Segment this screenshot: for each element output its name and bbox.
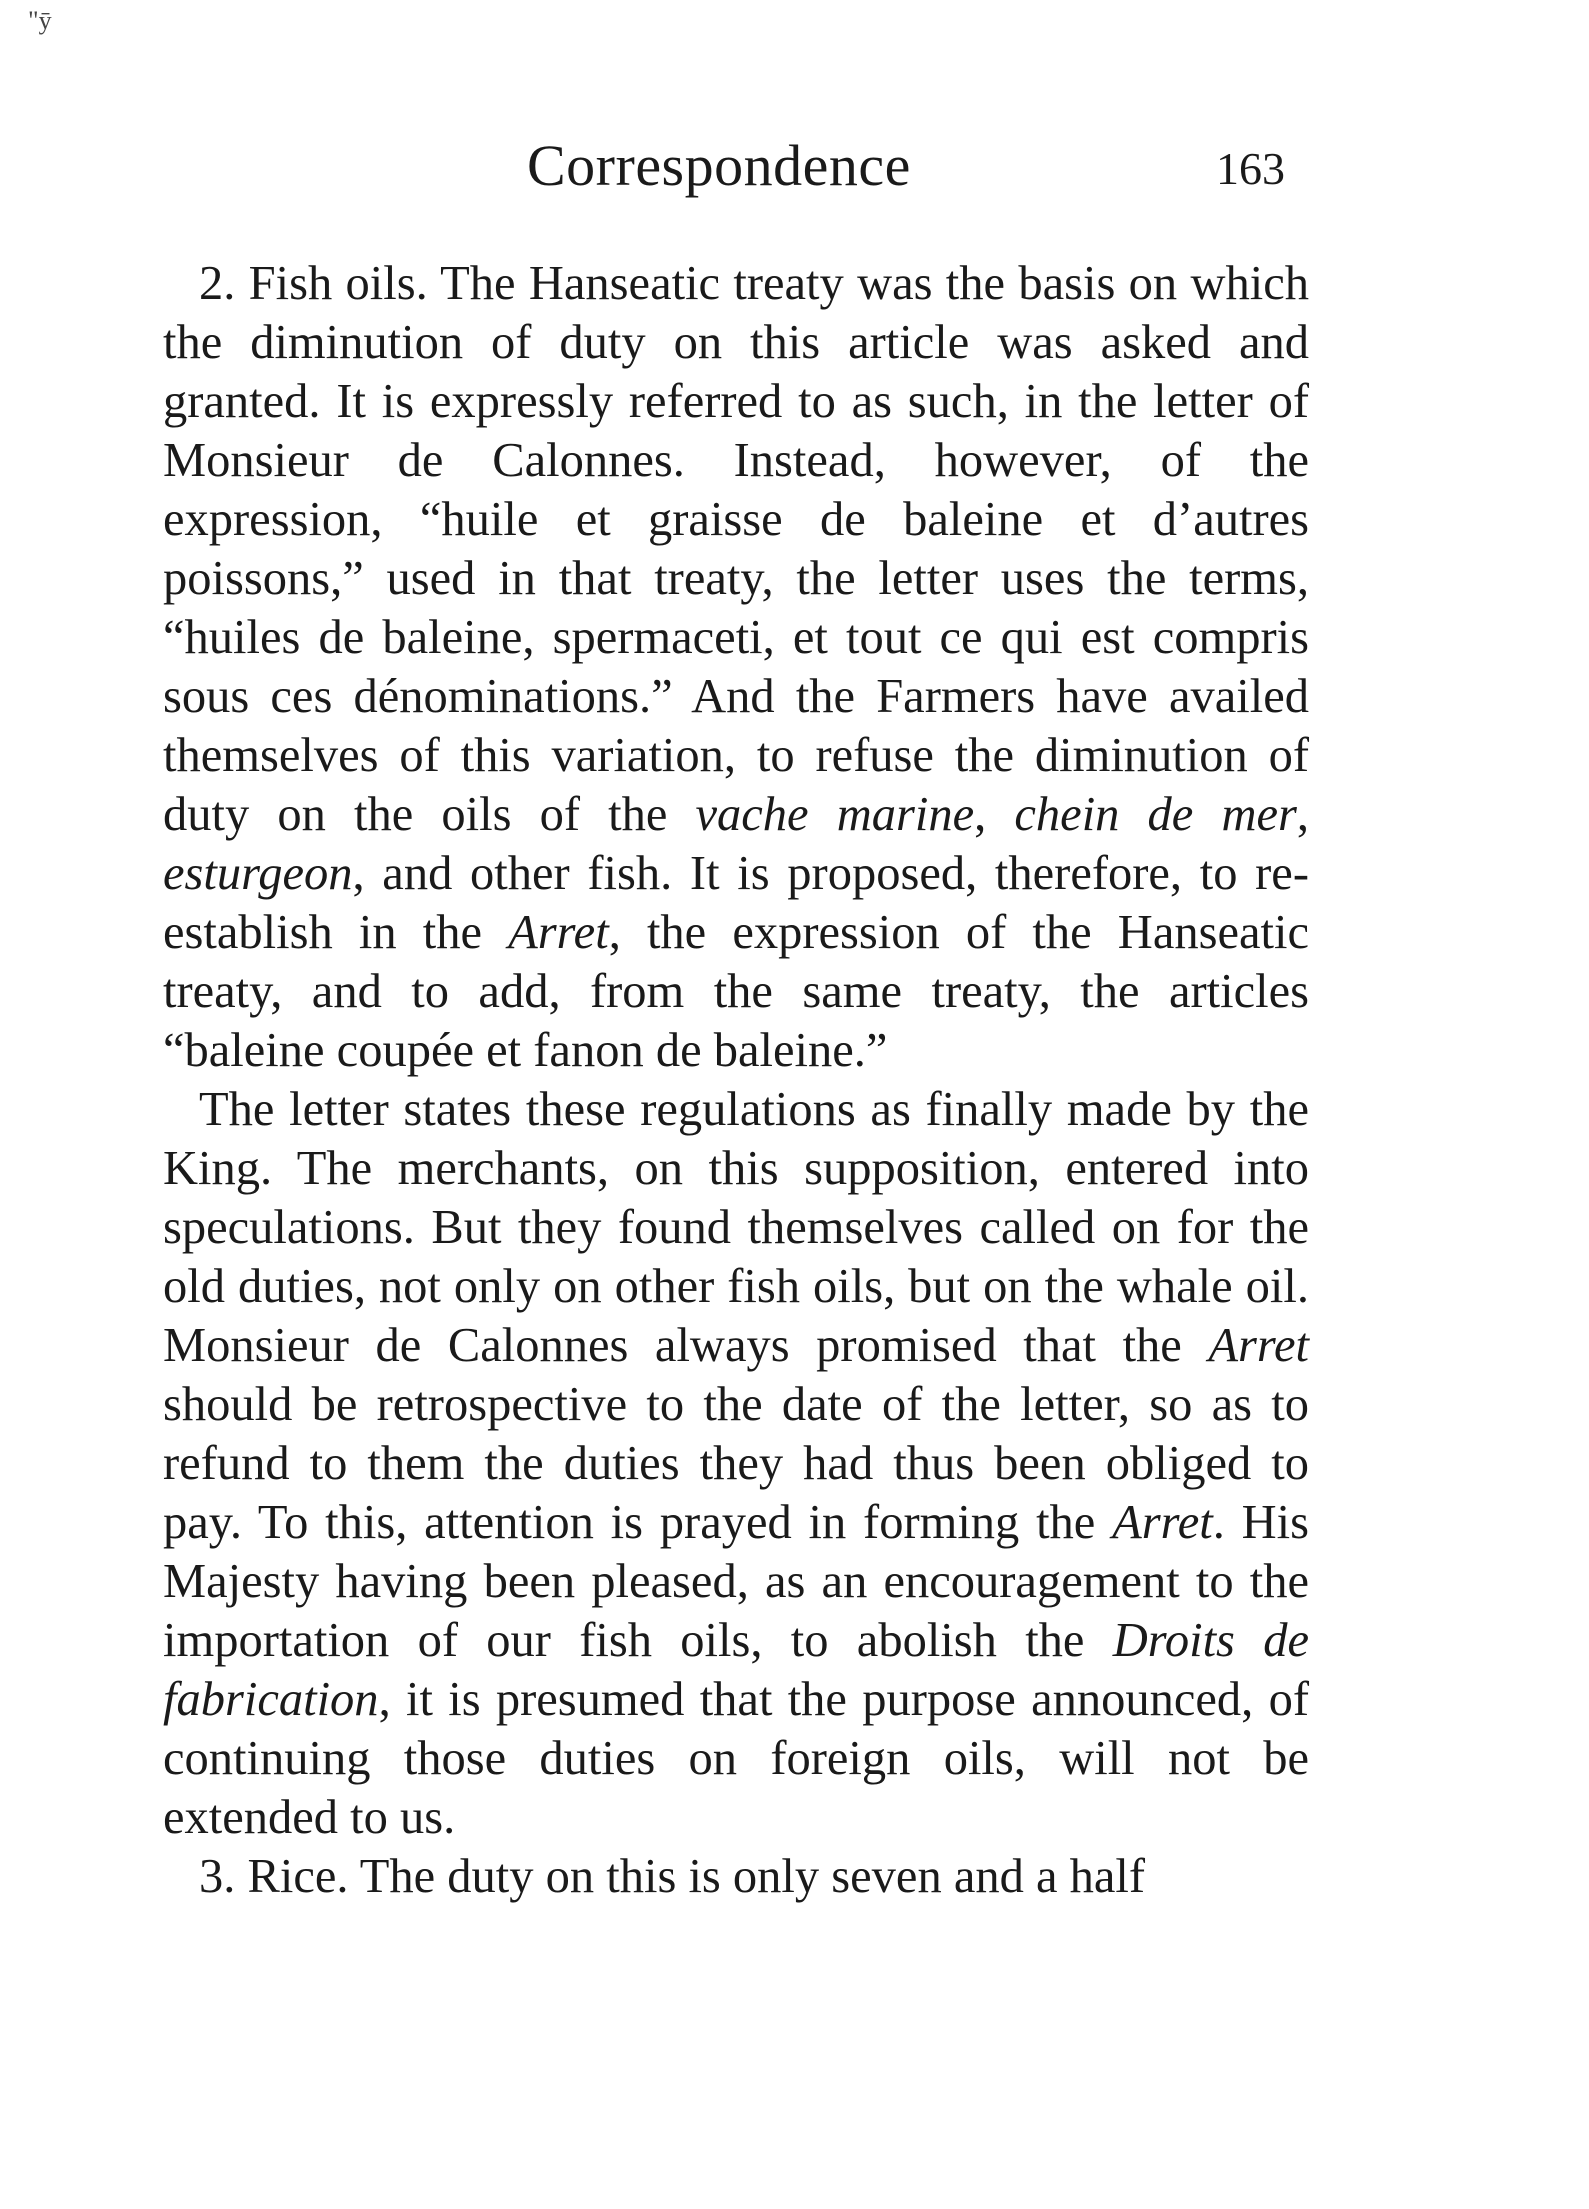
text-segment: , and other fish. It is proposed, therefore, to re-establish in the [163,847,1309,959]
text-segment: should be retrospective to the date of the letter, so as to refund to them the duties they had thus been obliged to pay. To this, attention is prayed in forming the [163,1378,1309,1549]
italic-term: Droits de fabrication [163,1614,1309,1726]
text-segment: 2. Fish oils. The Hanseatic treaty was the basis on which the diminution of duty on this article was asked and granted. It is expressly referred to as such, in the letter of Monsieur de Calonnes. Instead, however, of the expression, “huile et graisse de baleine et d’autres poissons,” used in that treaty, the letter uses the terms, “huiles de baleine, spermaceti, et tout ce qui est compris sous ces dénominations.” And the Farmers have availed themselves of this variation, to refuse the diminution of duty on the oils of the [163,257,1309,841]
paragraph-letter-states [163,1080,1309,1847]
body-text [163,254,1309,1906]
running-title: Correspondence [527,133,911,198]
text-segment: The letter states these regulations as finally made by the King. The merchants, on this supposition, entered into speculations. But they found themselves called on for the old duties, not only on other fish oils, but on the whale oil. Monsieur de Calonnes always promised that the [163,1083,1309,1372]
paragraph-fish-oils [163,254,1309,1080]
italic-term: Arret [1208,1319,1309,1372]
italic-term: Arret [508,906,609,959]
corner-mark: "ȳ [28,6,52,35]
page-number: 163 [1216,143,1285,194]
italic-term: esturgeon [163,847,353,900]
text-segment: , the expression of the Hanseatic treaty, and to add, from the same treaty, the articles “baleine coupée et fanon de baleine.” [163,906,1310,1077]
italic-term: Arret [1112,1496,1213,1549]
text-segment: , [1296,788,1310,841]
running-head [0,132,1589,212]
text-segment: 3. Rice. The duty on this is only seven and a half [199,1850,1146,1903]
paragraph-rice [163,1847,1309,1906]
text-segment: , it is presumed that the purpose announced, of continuing those duties on foreign oils, will not be extended to us. [163,1673,1309,1844]
text-segment: . His Majesty having been pleased, as an encouragement to the importation of our fish oils, to abolish the [163,1496,1309,1667]
text-segment: , [974,788,1015,841]
italic-term: chein de mer [1014,788,1297,841]
italic-term: vache marine [695,788,975,841]
